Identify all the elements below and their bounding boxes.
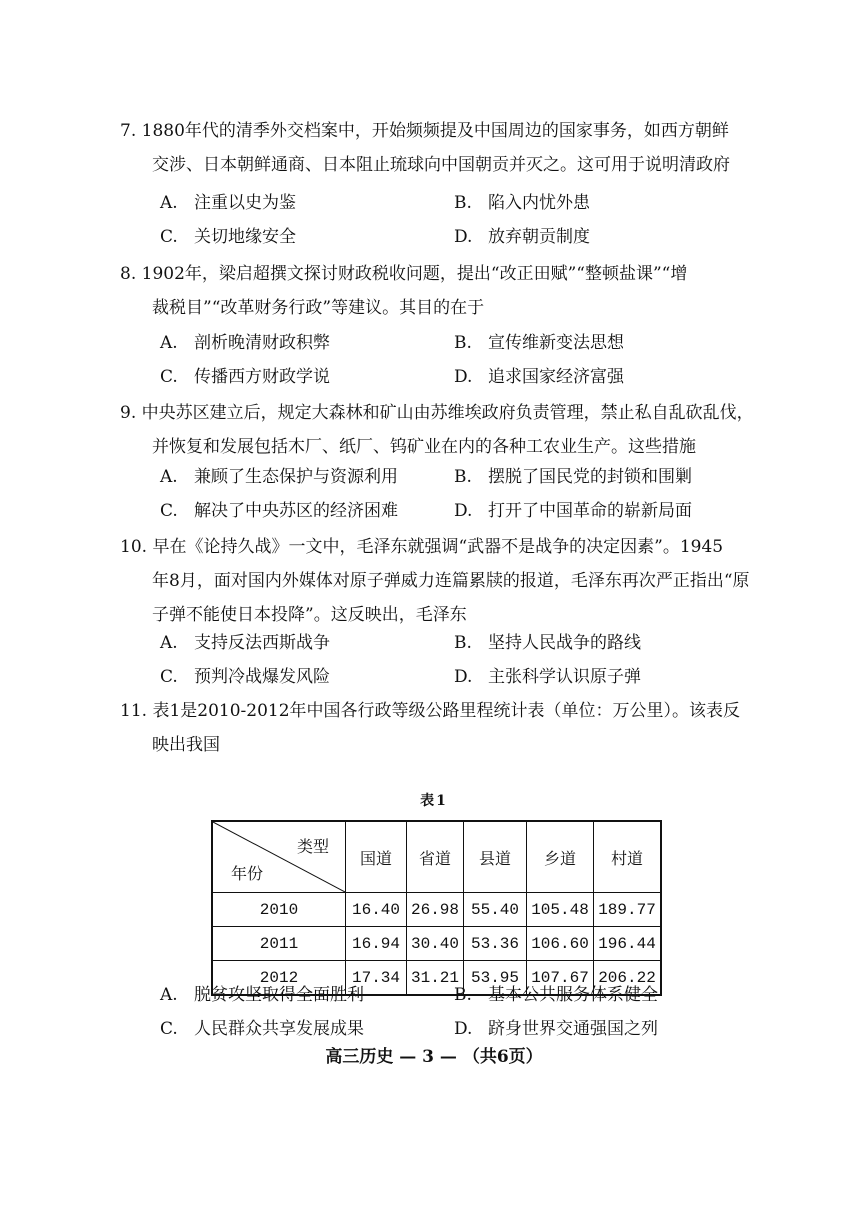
value-cell: 16.94 bbox=[346, 927, 407, 961]
table-corner-cell bbox=[212, 821, 346, 893]
value-cell: 17.34 bbox=[346, 961, 407, 996]
table-caption: 表1 bbox=[420, 793, 448, 809]
value-cell: 107.67 bbox=[527, 961, 594, 996]
question-11-options bbox=[160, 978, 760, 1046]
question-10 bbox=[120, 530, 760, 632]
option-d: D. 主张科学认识原子弹 bbox=[454, 667, 641, 687]
question-11-line-1: 11. 表1是2010-2012年中国各行政等级公路里程统计表（单位：万公里）。该表反 bbox=[120, 701, 741, 721]
question-10-options bbox=[160, 626, 760, 694]
value-cell: 53.95 bbox=[464, 961, 527, 996]
option-c: C. 传播西方财政学说 bbox=[160, 367, 330, 387]
value-cell: 53.36 bbox=[464, 927, 527, 961]
question-11-line-2: 映出我国 bbox=[152, 735, 220, 755]
question-10-line-3: 子弹不能使日本投降”。这反映出，毛泽东 bbox=[152, 605, 467, 625]
option-b: B. 宣传维新变法思想 bbox=[454, 333, 624, 353]
column-header: 县道 bbox=[464, 821, 527, 893]
question-7 bbox=[120, 114, 760, 182]
question-11 bbox=[120, 694, 760, 762]
question-8-line-2: 裁税目”“改革财务行政”等建议。其目的在于 bbox=[152, 298, 485, 318]
option-a: A. 剖析晚清财政积弊 bbox=[160, 333, 330, 353]
option-a: A. 注重以史为鉴 bbox=[160, 193, 296, 213]
question-9-options bbox=[160, 460, 760, 528]
value-cell: 55.40 bbox=[464, 893, 527, 927]
value-cell: 105.48 bbox=[527, 893, 594, 927]
question-9 bbox=[120, 396, 760, 464]
option-b: B. 陷入内忧外患 bbox=[454, 193, 590, 213]
question-7-line-1: 7. 1880年代的清季外交档案中，开始频频提及中国周边的国家事务，如西方朝鲜 bbox=[120, 121, 729, 141]
value-cell: 30.40 bbox=[407, 927, 464, 961]
column-header: 省道 bbox=[407, 821, 464, 893]
option-d: D. 跻身世界交通强国之列 bbox=[454, 1019, 658, 1039]
year-cell: 2012 bbox=[212, 961, 346, 996]
question-10-line-1: 10. 早在《论持久战》一文中，毛泽东就强调“武器不是战争的决定因素”。1945 bbox=[120, 537, 724, 557]
option-a: A. 兼顾了生态保护与资源利用 bbox=[160, 467, 398, 487]
option-d: D. 打开了中国革命的崭新局面 bbox=[454, 501, 692, 521]
question-7-options bbox=[160, 186, 760, 254]
column-header: 村道 bbox=[594, 821, 662, 893]
option-c: C. 关切地缘安全 bbox=[160, 227, 296, 247]
value-cell: 16.40 bbox=[346, 893, 407, 927]
option-b: B. 摆脱了国民党的封锁和围剿 bbox=[454, 467, 692, 487]
option-a: A. 支持反法西斯战争 bbox=[160, 633, 330, 653]
year-cell: 2011 bbox=[212, 927, 346, 961]
question-10-line-2: 年8月，面对国内外媒体对原子弹威力连篇累牍的报道，毛泽东再次严正指出“原 bbox=[152, 571, 750, 591]
value-cell: 196.44 bbox=[594, 927, 662, 961]
option-a: A. 脱贫攻坚取得全面胜利 bbox=[160, 985, 364, 1005]
question-8 bbox=[120, 257, 760, 325]
question-8-line-1: 8. 1902年，梁启超撰文探讨财政税收问题，提出“改正田赋”“整顿盐课”“增 bbox=[120, 264, 688, 284]
question-7-line-2: 交涉、日本朝鲜通商、日本阻止琉球向中国朝贡并灭之。这可用于说明清政府 bbox=[152, 155, 730, 175]
column-header: 乡道 bbox=[527, 821, 594, 893]
option-c: C. 预判冷战爆发风险 bbox=[160, 667, 330, 687]
question-9-line-1: 9. 中央苏区建立后，规定大森林和矿山由苏维埃政府负责管理，禁止私自乱砍乱伐， bbox=[120, 403, 754, 423]
page-footer: 高三历史 — 3 — （共6页） bbox=[325, 1047, 543, 1067]
option-d: D. 追求国家经济富强 bbox=[454, 367, 624, 387]
value-cell: 189.77 bbox=[594, 893, 662, 927]
option-c: C. 人民群众共享发展成果 bbox=[160, 1019, 364, 1039]
year-cell: 2010 bbox=[212, 893, 346, 927]
value-cell: 106.60 bbox=[527, 927, 594, 961]
table-header-row bbox=[212, 821, 661, 893]
question-8-options bbox=[160, 326, 760, 394]
corner-bottom-label: 年份 bbox=[231, 864, 264, 883]
table-row bbox=[212, 893, 661, 927]
option-d: D. 放弃朝贡制度 bbox=[454, 227, 590, 247]
option-c: C. 解决了中央苏区的经济困难 bbox=[160, 501, 398, 521]
option-b: B. 基本公共服务体系健全 bbox=[454, 985, 658, 1005]
value-cell: 206.22 bbox=[594, 961, 662, 996]
option-b: B. 坚持人民战争的路线 bbox=[454, 633, 641, 653]
road-mileage-table bbox=[211, 820, 662, 996]
value-cell: 26.98 bbox=[407, 893, 464, 927]
corner-top-label: 类型 bbox=[296, 837, 329, 856]
question-9-line-2: 并恢复和发展包括木厂、纸厂、钨矿业在内的各种工农业生产。这些措施 bbox=[152, 437, 696, 457]
table-row bbox=[212, 927, 661, 961]
column-header: 国道 bbox=[346, 821, 407, 893]
value-cell: 31.21 bbox=[407, 961, 464, 996]
